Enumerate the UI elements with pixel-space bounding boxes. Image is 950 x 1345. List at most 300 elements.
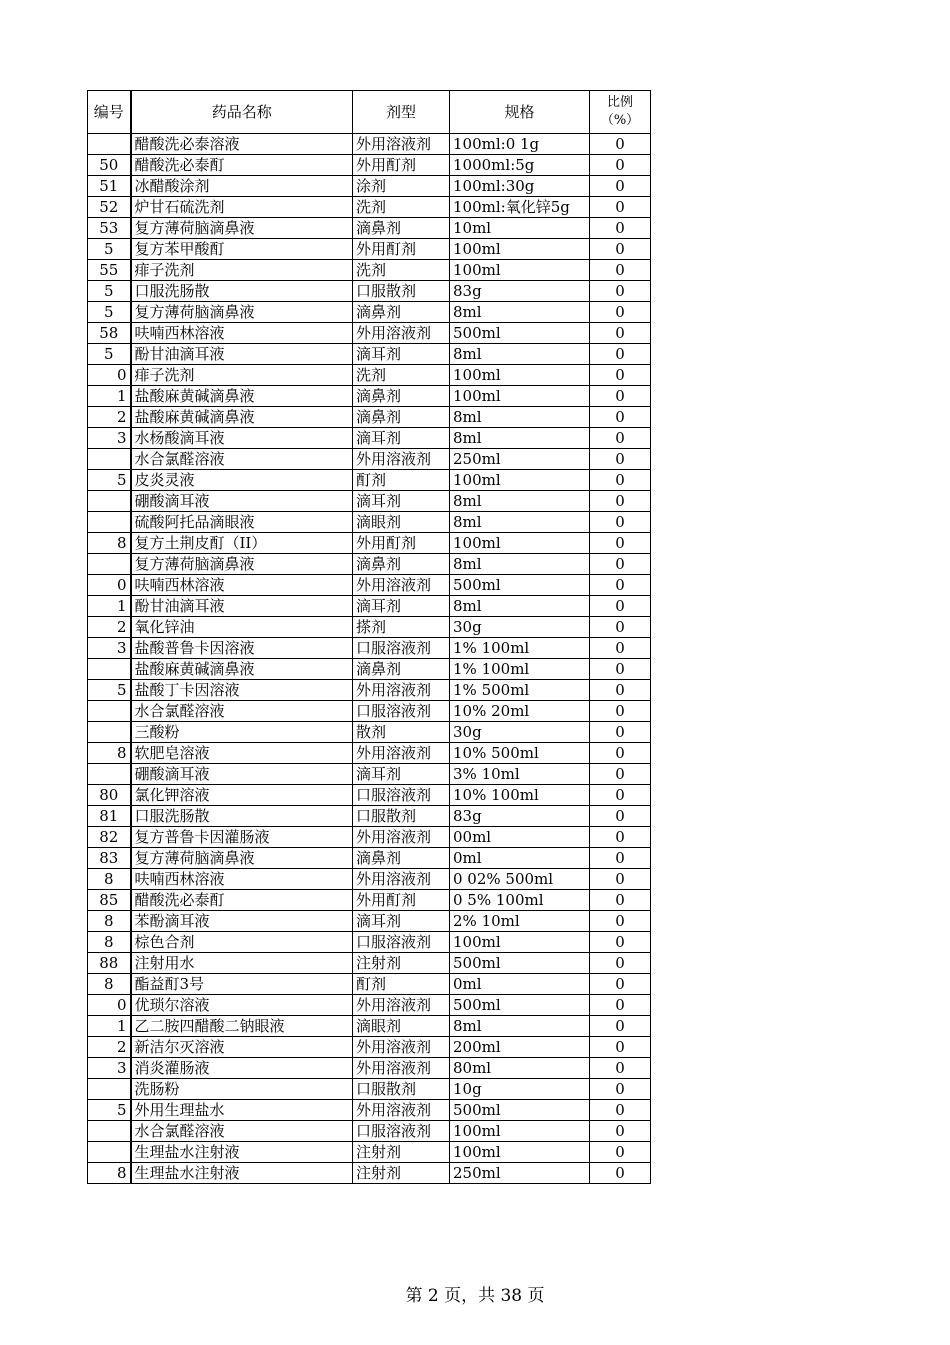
cell-ratio: 0	[590, 1100, 651, 1121]
cell-name: 硫酸阿托品滴眼液	[131, 512, 353, 533]
table-row	[88, 932, 651, 953]
cell-name: 注射用水	[131, 953, 353, 974]
cell-name: 复方普鲁卡因灌肠液	[131, 827, 353, 848]
cell-spec: 0ml	[450, 974, 590, 995]
table-row	[88, 449, 651, 470]
cell-name: 洗肠粉	[131, 1079, 353, 1100]
table-row	[88, 1016, 651, 1037]
cell-name: 氯化钾溶液	[131, 785, 353, 806]
cell-name: 酚甘油滴耳液	[131, 596, 353, 617]
table-row	[88, 995, 651, 1016]
cell-id: 82	[88, 827, 131, 848]
cell-id: 5	[88, 470, 131, 491]
table-row	[88, 974, 651, 995]
cell-ratio: 0	[590, 197, 651, 218]
cell-name: 皮炎灵液	[131, 470, 353, 491]
cell-id: 8	[88, 932, 131, 953]
cell-spec: 100ml	[450, 1121, 590, 1142]
cell-spec: 100ml:30g	[450, 176, 590, 197]
table-row	[88, 344, 651, 365]
cell-id: 1	[88, 386, 131, 407]
cell-spec: 0ml	[450, 848, 590, 869]
cell-id: 50	[88, 155, 131, 176]
cell-name: 酚甘油滴耳液	[131, 344, 353, 365]
cell-name: 软肥皂溶液	[131, 743, 353, 764]
cell-id	[88, 1079, 131, 1100]
cell-name: 外用生理盐水	[131, 1100, 353, 1121]
table-row	[88, 491, 651, 512]
cell-ratio: 0	[590, 785, 651, 806]
cell-name: 水合氯醛溶液	[131, 449, 353, 470]
cell-ratio: 0	[590, 260, 651, 281]
cell-id: 0	[88, 995, 131, 1016]
cell-spec: 100ml	[450, 932, 590, 953]
cell-form: 注射剂	[353, 1163, 450, 1184]
header-name: 药品名称	[131, 91, 353, 134]
table-row	[88, 911, 651, 932]
table-row	[88, 743, 651, 764]
table-row	[88, 575, 651, 596]
cell-spec: 83g	[450, 281, 590, 302]
cell-id: 2	[88, 407, 131, 428]
cell-spec: 100ml	[450, 365, 590, 386]
cell-id: 88	[88, 953, 131, 974]
cell-ratio: 0	[590, 1037, 651, 1058]
table-row	[88, 323, 651, 344]
cell-ratio: 0	[590, 428, 651, 449]
cell-name: 口服洗肠散	[131, 806, 353, 827]
cell-form: 外用溶液剂	[353, 575, 450, 596]
cell-name: 呋喃西林溶液	[131, 575, 353, 596]
cell-form: 外用溶液剂	[353, 869, 450, 890]
cell-name: 苯酚滴耳液	[131, 911, 353, 932]
table-row	[88, 533, 651, 554]
cell-id: 83	[88, 848, 131, 869]
cell-name: 棕色合剂	[131, 932, 353, 953]
table-row	[88, 260, 651, 281]
cell-form: 洗剂	[353, 260, 450, 281]
cell-form: 外用溶液剂	[353, 449, 450, 470]
cell-name: 生理盐水注射液	[131, 1142, 353, 1163]
table-row	[88, 134, 651, 155]
cell-spec: 10% 100ml	[450, 785, 590, 806]
cell-form: 外用溶液剂	[353, 743, 450, 764]
cell-ratio: 0	[590, 365, 651, 386]
cell-ratio: 0	[590, 932, 651, 953]
cell-form: 注射剂	[353, 953, 450, 974]
cell-spec: 8ml	[450, 491, 590, 512]
cell-spec: 8ml	[450, 302, 590, 323]
cell-form: 滴鼻剂	[353, 659, 450, 680]
cell-id: 8	[88, 743, 131, 764]
cell-ratio: 0	[590, 659, 651, 680]
table-row	[88, 806, 651, 827]
cell-id: 5	[88, 680, 131, 701]
cell-form: 口服溶液剂	[353, 1121, 450, 1142]
table-row	[88, 890, 651, 911]
cell-spec: 500ml	[450, 575, 590, 596]
cell-form: 外用溶液剂	[353, 323, 450, 344]
cell-ratio: 0	[590, 827, 651, 848]
cell-spec: 0 5% 100ml	[450, 890, 590, 911]
table-row	[88, 764, 651, 785]
table-row	[88, 428, 651, 449]
cell-spec: 8ml	[450, 512, 590, 533]
cell-form: 滴耳剂	[353, 491, 450, 512]
table-row	[88, 554, 651, 575]
cell-ratio: 0	[590, 911, 651, 932]
cell-id: 5	[88, 344, 131, 365]
table-row	[88, 638, 651, 659]
cell-name: 氧化锌油	[131, 617, 353, 638]
cell-id: 1	[88, 596, 131, 617]
cell-ratio: 0	[590, 869, 651, 890]
cell-id: 5	[88, 239, 131, 260]
table-row	[88, 827, 651, 848]
cell-id: 8	[88, 1163, 131, 1184]
table-row	[88, 470, 651, 491]
cell-ratio: 0	[590, 743, 651, 764]
cell-form: 外用溶液剂	[353, 995, 450, 1016]
cell-name: 痱子洗剂	[131, 365, 353, 386]
cell-name: 复方苯甲酸酊	[131, 239, 353, 260]
header-row	[88, 91, 651, 134]
cell-ratio: 0	[590, 974, 651, 995]
cell-ratio: 0	[590, 449, 651, 470]
cell-spec: 1% 100ml	[450, 638, 590, 659]
cell-id	[88, 701, 131, 722]
cell-name: 生理盐水注射液	[131, 1163, 353, 1184]
cell-name: 复方薄荷脑滴鼻液	[131, 848, 353, 869]
cell-form: 口服溶液剂	[353, 638, 450, 659]
cell-form: 外用酊剂	[353, 533, 450, 554]
cell-id	[88, 1142, 131, 1163]
cell-spec: 80ml	[450, 1058, 590, 1079]
table-row	[88, 617, 651, 638]
cell-id: 80	[88, 785, 131, 806]
cell-spec: 100ml	[450, 533, 590, 554]
cell-ratio: 0	[590, 764, 651, 785]
cell-form: 外用溶液剂	[353, 1058, 450, 1079]
cell-form: 口服溶液剂	[353, 785, 450, 806]
cell-form: 滴鼻剂	[353, 407, 450, 428]
cell-spec: 500ml	[450, 323, 590, 344]
cell-id	[88, 554, 131, 575]
cell-form: 酊剂	[353, 974, 450, 995]
cell-id: 1	[88, 1016, 131, 1037]
cell-id	[88, 449, 131, 470]
cell-id	[88, 764, 131, 785]
cell-id	[88, 512, 131, 533]
cell-form: 搽剂	[353, 617, 450, 638]
cell-spec: 100ml:0 1g	[450, 134, 590, 155]
cell-form: 外用酊剂	[353, 239, 450, 260]
cell-id: 8	[88, 911, 131, 932]
table-row	[88, 1058, 651, 1079]
cell-spec: 2% 10ml	[450, 911, 590, 932]
table-row	[88, 701, 651, 722]
cell-spec: 83g	[450, 806, 590, 827]
cell-ratio: 0	[590, 218, 651, 239]
cell-form: 散剂	[353, 722, 450, 743]
table-row	[88, 1037, 651, 1058]
cell-form: 外用溶液剂	[353, 1100, 450, 1121]
header-ratio-line1: 比例	[606, 95, 633, 110]
cell-name: 盐酸普鲁卡因溶液	[131, 638, 353, 659]
cell-spec: 8ml	[450, 407, 590, 428]
cell-id: 5	[88, 302, 131, 323]
cell-form: 滴耳剂	[353, 764, 450, 785]
cell-spec: 100ml	[450, 386, 590, 407]
cell-ratio: 0	[590, 491, 651, 512]
cell-ratio: 0	[590, 1079, 651, 1100]
cell-ratio: 0	[590, 848, 651, 869]
cell-name: 醋酸洗必泰酊	[131, 155, 353, 176]
cell-ratio: 0	[590, 1058, 651, 1079]
cell-name: 复方薄荷脑滴鼻液	[131, 302, 353, 323]
cell-spec: 100ml:氧化锌5g	[450, 197, 590, 218]
cell-id: 0	[88, 365, 131, 386]
cell-spec: 500ml	[450, 953, 590, 974]
cell-spec: 10ml	[450, 218, 590, 239]
table-row	[88, 365, 651, 386]
cell-name: 盐酸麻黄碱滴鼻液	[131, 407, 353, 428]
cell-ratio: 0	[590, 176, 651, 197]
cell-form: 外用溶液剂	[353, 680, 450, 701]
page-footer: 第 2 页，共 38 页	[405, 1286, 545, 1306]
table-row	[88, 596, 651, 617]
cell-form: 口服溶液剂	[353, 701, 450, 722]
cell-form: 口服溶液剂	[353, 932, 450, 953]
cell-spec: 1% 100ml	[450, 659, 590, 680]
cell-form: 滴鼻剂	[353, 302, 450, 323]
table-row	[88, 302, 651, 323]
cell-spec: 3% 10ml	[450, 764, 590, 785]
cell-form: 酊剂	[353, 470, 450, 491]
cell-form: 滴耳剂	[353, 428, 450, 449]
cell-id: 52	[88, 197, 131, 218]
cell-id	[88, 134, 131, 155]
cell-form: 滴鼻剂	[353, 386, 450, 407]
cell-name: 盐酸丁卡因溶液	[131, 680, 353, 701]
cell-ratio: 0	[590, 407, 651, 428]
cell-name: 乙二胺四醋酸二钠眼液	[131, 1016, 353, 1037]
cell-id: 85	[88, 890, 131, 911]
cell-spec: 100ml	[450, 1142, 590, 1163]
cell-id: 51	[88, 176, 131, 197]
cell-spec: 1% 500ml	[450, 680, 590, 701]
cell-ratio: 0	[590, 806, 651, 827]
cell-spec: 8ml	[450, 344, 590, 365]
cell-form: 涂剂	[353, 176, 450, 197]
table-row	[88, 197, 651, 218]
cell-name: 三酸粉	[131, 722, 353, 743]
cell-form: 外用酊剂	[353, 155, 450, 176]
cell-id	[88, 722, 131, 743]
cell-ratio: 0	[590, 1016, 651, 1037]
cell-name: 盐酸麻黄碱滴鼻液	[131, 659, 353, 680]
cell-name: 盐酸麻黄碱滴鼻液	[131, 386, 353, 407]
cell-name: 硼酸滴耳液	[131, 764, 353, 785]
table-row	[88, 848, 651, 869]
cell-form: 洗剂	[353, 197, 450, 218]
cell-form: 口服散剂	[353, 806, 450, 827]
table-row	[88, 722, 651, 743]
cell-form: 滴眼剂	[353, 512, 450, 533]
cell-spec: 10% 20ml	[450, 701, 590, 722]
cell-ratio: 0	[590, 1163, 651, 1184]
header-form: 剂型	[353, 91, 450, 134]
cell-ratio: 0	[590, 701, 651, 722]
cell-form: 注射剂	[353, 1142, 450, 1163]
cell-id: 8	[88, 974, 131, 995]
cell-spec: 500ml	[450, 1100, 590, 1121]
cell-form: 口服散剂	[353, 1079, 450, 1100]
cell-spec: 8ml	[450, 1016, 590, 1037]
table-row	[88, 1163, 651, 1184]
cell-spec: 10% 500ml	[450, 743, 590, 764]
cell-id: 0	[88, 575, 131, 596]
cell-form: 外用溶液剂	[353, 1037, 450, 1058]
cell-ratio: 0	[590, 281, 651, 302]
cell-form: 滴耳剂	[353, 911, 450, 932]
table-row	[88, 281, 651, 302]
table-row	[88, 869, 651, 890]
cell-ratio: 0	[590, 995, 651, 1016]
cell-form: 滴耳剂	[353, 344, 450, 365]
table-row	[88, 155, 651, 176]
table-row	[88, 1079, 651, 1100]
cell-id: 8	[88, 533, 131, 554]
cell-ratio: 0	[590, 239, 651, 260]
table-row	[88, 407, 651, 428]
cell-name: 口服洗肠散	[131, 281, 353, 302]
table-row	[88, 512, 651, 533]
cell-id: 58	[88, 323, 131, 344]
cell-ratio: 0	[590, 386, 651, 407]
table-row	[88, 680, 651, 701]
cell-spec: 100ml	[450, 470, 590, 491]
cell-name: 痱子洗剂	[131, 260, 353, 281]
cell-form: 外用溶液剂	[353, 134, 450, 155]
cell-name: 复方薄荷脑滴鼻液	[131, 218, 353, 239]
table-row	[88, 218, 651, 239]
cell-ratio: 0	[590, 890, 651, 911]
table-row	[88, 953, 651, 974]
cell-id: 81	[88, 806, 131, 827]
cell-id	[88, 1121, 131, 1142]
cell-name: 消炎灌肠液	[131, 1058, 353, 1079]
cell-ratio: 0	[590, 638, 651, 659]
cell-id: 8	[88, 869, 131, 890]
cell-spec: 200ml	[450, 1037, 590, 1058]
table-row	[88, 785, 651, 806]
cell-spec: 30g	[450, 722, 590, 743]
cell-ratio: 0	[590, 344, 651, 365]
cell-ratio: 0	[590, 512, 651, 533]
cell-name: 炉甘石硫洗剂	[131, 197, 353, 218]
table-row	[88, 1142, 651, 1163]
cell-name: 酯益酊3号	[131, 974, 353, 995]
cell-id: 3	[88, 1058, 131, 1079]
cell-ratio: 0	[590, 575, 651, 596]
table-row	[88, 386, 651, 407]
cell-ratio: 0	[590, 302, 651, 323]
header-id: 编号	[88, 91, 131, 134]
cell-name: 硼酸滴耳液	[131, 491, 353, 512]
cell-name: 优琐尔溶液	[131, 995, 353, 1016]
cell-spec: 250ml	[450, 449, 590, 470]
cell-id: 3	[88, 428, 131, 449]
cell-name: 复方薄荷脑滴鼻液	[131, 554, 353, 575]
cell-name: 醋酸洗必泰溶液	[131, 134, 353, 155]
cell-spec: 8ml	[450, 428, 590, 449]
cell-ratio: 0	[590, 323, 651, 344]
cell-ratio: 0	[590, 134, 651, 155]
cell-spec: 500ml	[450, 995, 590, 1016]
table-row	[88, 659, 651, 680]
header-ratio-line2: （%）	[600, 113, 640, 128]
cell-form: 外用溶液剂	[353, 827, 450, 848]
cell-form: 外用酊剂	[353, 890, 450, 911]
cell-id	[88, 491, 131, 512]
cell-spec: 100ml	[450, 239, 590, 260]
cell-form: 洗剂	[353, 365, 450, 386]
cell-name: 呋喃西林溶液	[131, 323, 353, 344]
cell-id: 5	[88, 281, 131, 302]
drug-table	[87, 90, 651, 1184]
cell-form: 滴耳剂	[353, 596, 450, 617]
cell-ratio: 0	[590, 470, 651, 491]
cell-id: 5	[88, 1100, 131, 1121]
cell-form: 口服散剂	[353, 281, 450, 302]
cell-ratio: 0	[590, 155, 651, 176]
cell-spec: 100ml	[450, 260, 590, 281]
cell-spec: 0 02% 500ml	[450, 869, 590, 890]
cell-ratio: 0	[590, 596, 651, 617]
cell-ratio: 0	[590, 953, 651, 974]
cell-spec: 10g	[450, 1079, 590, 1100]
cell-spec: 00ml	[450, 827, 590, 848]
cell-ratio: 0	[590, 554, 651, 575]
cell-name: 复方土荆皮酊（II）	[131, 533, 353, 554]
cell-spec: 250ml	[450, 1163, 590, 1184]
cell-spec: 8ml	[450, 596, 590, 617]
cell-name: 水杨酸滴耳液	[131, 428, 353, 449]
header-spec: 规格	[450, 91, 590, 134]
cell-id	[88, 659, 131, 680]
cell-ratio: 0	[590, 1142, 651, 1163]
cell-name: 水合氯醛溶液	[131, 701, 353, 722]
cell-form: 滴鼻剂	[353, 554, 450, 575]
cell-name: 水合氯醛溶液	[131, 1121, 353, 1142]
cell-id: 2	[88, 617, 131, 638]
cell-spec: 8ml	[450, 554, 590, 575]
cell-ratio: 0	[590, 617, 651, 638]
cell-form: 滴鼻剂	[353, 848, 450, 869]
cell-id: 55	[88, 260, 131, 281]
table-row	[88, 239, 651, 260]
cell-spec: 1000ml:5g	[450, 155, 590, 176]
cell-ratio: 0	[590, 722, 651, 743]
cell-ratio: 0	[590, 680, 651, 701]
table-row	[88, 1100, 651, 1121]
cell-name: 冰醋酸涂剂	[131, 176, 353, 197]
cell-form: 滴眼剂	[353, 1016, 450, 1037]
cell-spec: 30g	[450, 617, 590, 638]
table-row	[88, 1121, 651, 1142]
header-ratio	[590, 91, 651, 134]
